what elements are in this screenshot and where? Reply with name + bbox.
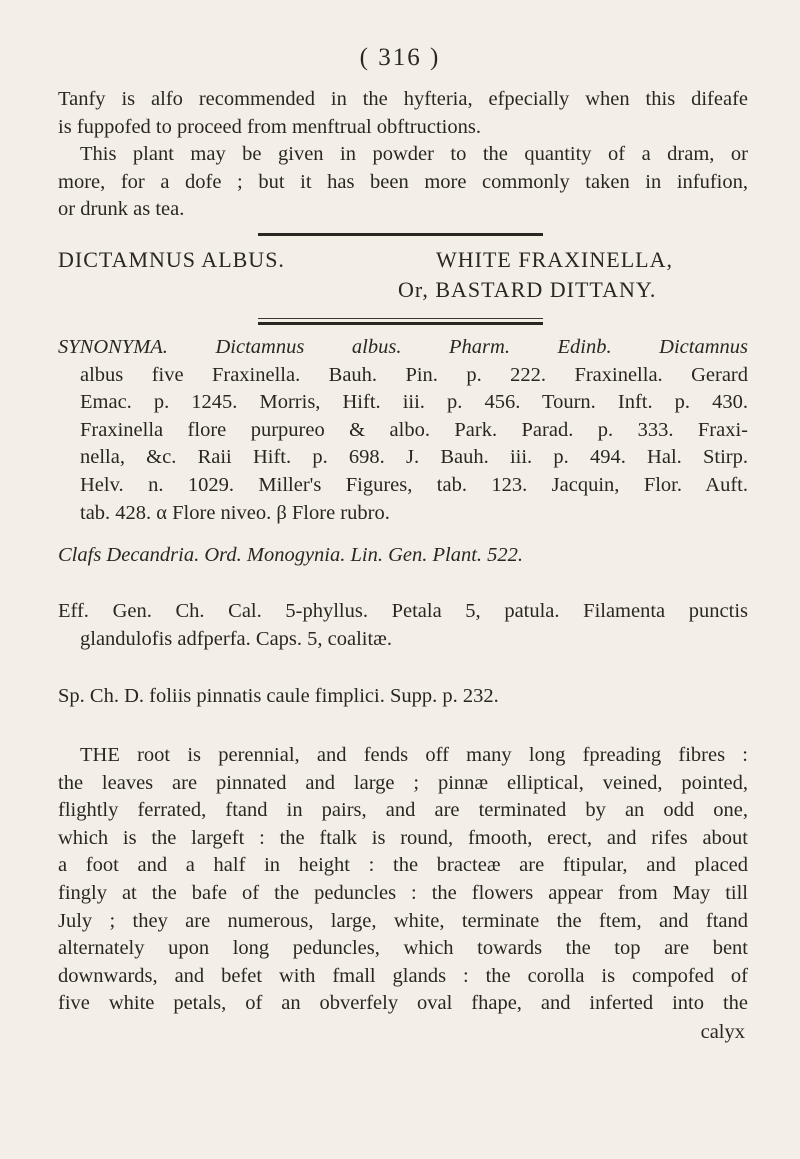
description-line: flightly ferrated, ftand in pairs, and are terminated by an odd one, [58, 799, 748, 822]
english-name: WHITE FRAXINELLA, [436, 247, 673, 272]
description-line: the leaves are pinnated and large ; pinnæ elliptical, veined, pointed, [58, 771, 748, 794]
description-line: a foot and a half in height : the bracteæ are ftipular, and placed [58, 854, 748, 877]
synonyma-line: nella, &c. Raii Hift. p. 698. J. Bauh. iii. p. 494. Hal. Stirp. [80, 446, 748, 469]
intro-line: This plant may be given in powder to the quantity of a dram, or [80, 143, 748, 166]
alternate-name: Or, BASTARD DITTANY. [398, 277, 657, 302]
species-heading [58, 247, 758, 307]
description-line: fingly at the bafe of the peduncles : the flowers appear from May till [58, 881, 748, 904]
description-line: which is the largeft : the ftalk is round, fmooth, erect, and rifes about [58, 826, 748, 849]
description-line: alternately upon long peduncles, which towards the top are bent [58, 937, 748, 960]
synonyma-line: tab. 428. α Flore niveo. β Flore rubro. [80, 501, 390, 524]
synonyma-line: Emac. p. 1245. Morris, Hift. iii. p. 456. Tourn. Inft. p. 430. [80, 391, 748, 414]
specific-text: Sp. Ch. D. foliis pinnatis caule fimplici. Supp. p. 232. [58, 685, 499, 707]
essential-line: Eff. Gen. Ch. Cal. 5-phyllus. Petala 5, patula. Filamenta punctis [58, 600, 748, 622]
essential-character [58, 598, 748, 653]
intro-line: is fuppofed to proceed from menftrual obftructions. [58, 115, 481, 138]
intro-paragraph [58, 86, 748, 224]
description-line: July ; they are numerous, large, white, terminate the ftem, and ftand [58, 909, 748, 932]
catchword: calyx [700, 1021, 745, 1043]
class-line [58, 542, 748, 570]
section-rule [258, 233, 543, 236]
synonyma-line: SYNONYMA. Dictamnus albus. Pharm. Edinb. Dictamnus [58, 336, 748, 358]
description-line: THE root is perennial, and fends off many long fpreading fibres : [80, 744, 748, 766]
synonyma-paragraph [58, 334, 748, 527]
latin-name: DICTAMNUS ALBUS. [58, 247, 285, 272]
description-line: five white petals, of an obverfely oval fhape, and inferted into the [58, 992, 748, 1015]
heading-rule-bottom [258, 322, 543, 325]
synonyma-line: Helv. n. 1029. Miller's Figures, tab. 123. Jacquin, Flor. Auft. [80, 473, 748, 496]
specific-character [58, 683, 748, 711]
intro-line: more, for a dofe ; but it has been more commonly taken in infufion, [58, 170, 748, 193]
intro-line: Tanfy is alfo recommended in the hyfteria, efpecially when this difeafe [58, 88, 748, 110]
intro-line: or drunk as tea. [58, 198, 185, 221]
description-line: downwards, and befet with fmall glands : the corolla is compofed of [58, 964, 748, 987]
class-text: Clafs Decandria. Ord. Monogynia. Lin. Gen. Plant. 522. [58, 544, 524, 566]
synonyma-line: albus five Fraxinella. Bauh. Pin. p. 222. Fraxinella. Gerard [80, 363, 748, 386]
synonyma-line: Fraxinella flore purpureo & albo. Park. Parad. p. 333. Fraxi- [80, 418, 748, 441]
essential-line: glandulofis adfperfa. Caps. 5, coalitæ. [80, 627, 392, 650]
page-number: ( 316 ) [359, 44, 441, 71]
heading-rule-top [258, 318, 543, 319]
description-paragraph [58, 742, 748, 1018]
